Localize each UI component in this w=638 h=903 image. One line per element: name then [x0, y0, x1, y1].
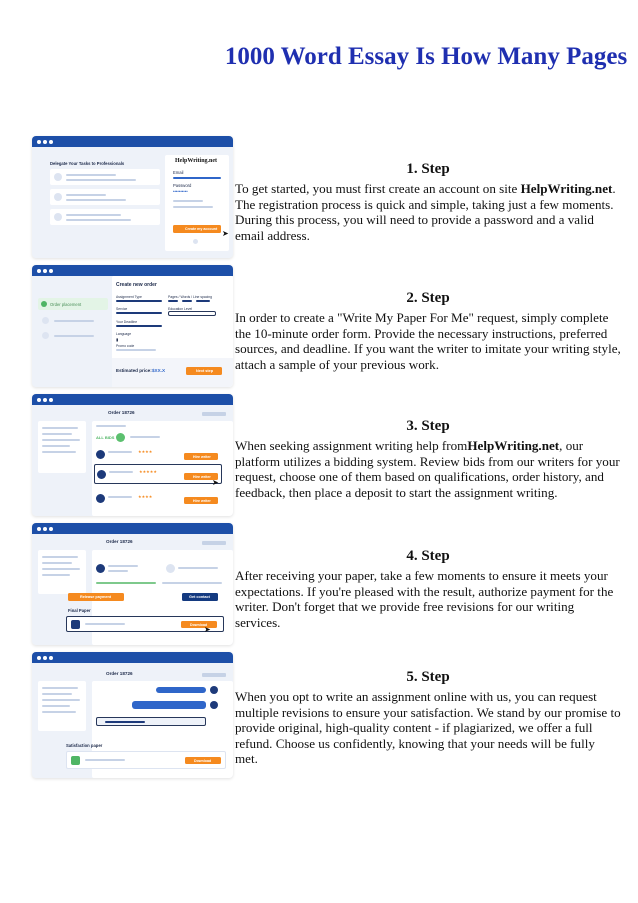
- window-titlebar: [32, 136, 233, 147]
- status-icon: [166, 564, 175, 573]
- writer-avatar: [96, 494, 105, 503]
- step-text: When seeking assignment writing help from: [235, 438, 468, 453]
- mockup-create-account: [32, 136, 233, 258]
- field-label: Promo code: [116, 344, 135, 348]
- button-label: Download: [194, 758, 212, 763]
- mock-line: [42, 556, 78, 558]
- field-label: Pages / Words / Line spacing: [168, 295, 213, 299]
- step-heading: 5. Step: [406, 669, 450, 685]
- mockup-release-payment: [32, 523, 233, 645]
- window-dot-icon: [49, 269, 53, 273]
- button-label: Next step: [196, 369, 214, 373]
- email-field[interactable]: [173, 177, 221, 179]
- page-title: 1000 Word Essay Is How Many Pages: [224, 43, 628, 70]
- mock-line: [54, 335, 94, 337]
- step-heading: 3. Step: [406, 418, 450, 434]
- rating-stars: ★★★★★: [139, 469, 157, 474]
- window-dot-icon: [37, 527, 41, 531]
- cursor-icon: ➤: [212, 478, 219, 487]
- mock-line: [42, 562, 72, 564]
- bid-card-selected[interactable]: [94, 464, 222, 484]
- brand-name: HelpWriting.net: [467, 438, 560, 453]
- step-text: , our platform utilizes a bidding system. Review bids from our writers for your request, choose one of them based on qualifications, order history, and feedback, then place a deposit to start the assignment writing.: [235, 438, 620, 500]
- chat-message-in: [96, 717, 206, 726]
- mock-pill: [202, 673, 226, 677]
- button-label: Download: [190, 622, 208, 627]
- mock-line: [66, 179, 136, 181]
- chat-bubble-out: [156, 687, 206, 693]
- field-label: Service: [116, 307, 128, 311]
- order-form-heading: Create new order: [116, 282, 157, 288]
- field-label: Language: [116, 332, 132, 336]
- order-heading: Order 18726: [108, 410, 135, 415]
- final-paper-file[interactable]: [66, 616, 224, 632]
- sidebar-label: Order placement: [50, 301, 82, 307]
- step-heading: 1. Step: [406, 161, 450, 177]
- mock-line: [42, 705, 70, 707]
- button-label: Get contact: [189, 595, 210, 599]
- signup-form: [165, 155, 229, 251]
- mock-line: [105, 721, 145, 723]
- mock-line: [96, 425, 126, 427]
- step-heading: 2. Step: [406, 290, 450, 306]
- rating-stars: ★★★★: [138, 449, 153, 454]
- order-heading: Order 18726: [106, 539, 133, 544]
- next-step-button[interactable]: [186, 367, 222, 375]
- order-form: [112, 276, 233, 387]
- window-dot-icon: [49, 140, 53, 144]
- field-label: Education Level: [168, 307, 193, 311]
- button-label: Create my account: [185, 227, 218, 231]
- mock-line: [173, 200, 203, 202]
- price-label: Estimated price:: [116, 368, 152, 373]
- button-label: Hire writer: [193, 474, 211, 479]
- bids-panel: [92, 421, 233, 516]
- window-dot-icon: [37, 269, 41, 273]
- mock-line: [42, 687, 78, 689]
- hire-writer-button[interactable]: [184, 453, 218, 460]
- email-label: Email: [173, 170, 184, 175]
- mockup-heading: Delegate Your Tasks to Professionals: [50, 161, 125, 166]
- step-text: After receiving your paper, take a few moments to ensure it meets your expectations. If you're pleased with the result, authorize payment for the writer. Don't forget that we provide free revisions for our writing services.: [235, 568, 614, 630]
- step-icon: [42, 332, 49, 339]
- mock-line: [42, 574, 70, 576]
- mock-line: [66, 214, 121, 216]
- window-dot-icon: [43, 656, 47, 660]
- chat-bubble-out: [132, 701, 206, 709]
- writer-avatar: [97, 470, 106, 479]
- window-dot-icon: [43, 269, 47, 273]
- brand-name: HelpWriting.net: [520, 181, 613, 196]
- step-1: [235, 160, 621, 243]
- window-dot-icon: [49, 398, 53, 402]
- brand-logo: HelpWriting.net: [175, 158, 218, 164]
- step-4: [235, 547, 621, 630]
- avatar-icon: [54, 213, 62, 221]
- mock-line: [66, 219, 131, 221]
- writer-avatar: [96, 450, 105, 459]
- mock-line: [108, 570, 128, 572]
- window-dot-icon: [43, 527, 47, 531]
- order-heading: Order 18726: [106, 671, 133, 676]
- hire-writer-button[interactable]: [184, 497, 218, 504]
- bids-label: ALL BIDS: [96, 435, 115, 440]
- step-5: [235, 668, 621, 767]
- satisfaction-paper-label: Satisfaction paper: [66, 743, 103, 748]
- google-icon[interactable]: [193, 239, 198, 244]
- mock-line: [130, 436, 160, 438]
- window-titlebar: [32, 652, 233, 663]
- step-icon: [42, 317, 49, 324]
- price-value: $XX.X: [152, 368, 166, 373]
- mock-line: [66, 194, 106, 196]
- create-account-button[interactable]: [173, 225, 221, 233]
- download-button[interactable]: [181, 621, 217, 628]
- satisfaction-paper-file[interactable]: [66, 751, 226, 769]
- step-text: When you opt to write an assignment online with us, you can request multiple revisions to ensure your satisfaction. We stand by our promise to provide original, high-quality content - if plagiarized, we offer a full refund. Choose us confidently, knowing that your needs will be fully met.: [235, 689, 621, 767]
- mock-line: [173, 206, 213, 208]
- field-label: Your Deadline: [116, 320, 138, 324]
- mock-pill: [202, 541, 226, 545]
- delivery-panel: [68, 550, 233, 645]
- step-text: In order to create a "Write My Paper For Me" request, simply complete the 10-minute order form. Provide the necessary instructions, preferred sources, and deadline. If you want the writer to imitate your writing style, attach a sample of your previous work.: [235, 310, 621, 372]
- education-level-select[interactable]: [168, 311, 216, 316]
- mock-line: [85, 623, 125, 625]
- step-heading: 4. Step: [406, 548, 450, 564]
- window-titlebar: [32, 394, 233, 405]
- final-paper-label: Final Paper: [68, 608, 91, 613]
- order-summary: [38, 550, 86, 594]
- mock-line: [66, 174, 116, 176]
- mock-line: [42, 427, 78, 429]
- release-payment-button[interactable]: [68, 593, 124, 601]
- service-select[interactable]: [116, 312, 162, 314]
- cursor-icon: ➤: [204, 625, 211, 634]
- window-dot-icon: [37, 140, 41, 144]
- window-dot-icon: [49, 656, 53, 660]
- step-3: [235, 417, 621, 500]
- button-label: Release payment: [80, 595, 112, 599]
- window-titlebar: [32, 265, 233, 276]
- mock-line: [42, 693, 72, 695]
- field-label: Assignment Type: [116, 295, 142, 299]
- writer-avatar: [96, 564, 105, 573]
- document-icon: [71, 756, 80, 765]
- mock-card: [50, 169, 160, 185]
- mock-line: [54, 320, 94, 322]
- step-2: [235, 289, 621, 372]
- cursor-icon: ➤: [222, 229, 229, 238]
- step-text: . The registration process is quick and simple, taking just a few moments. During this process, you will need to provide a password and a valid email address.: [235, 181, 616, 243]
- mock-line: [42, 433, 72, 435]
- mock-line: [85, 759, 125, 761]
- words-input[interactable]: [182, 300, 192, 302]
- mock-line: [42, 451, 76, 453]
- avatar-icon: [54, 173, 62, 181]
- progress-line: [162, 582, 222, 584]
- mock-line: [108, 451, 132, 453]
- deadline-input[interactable]: [116, 325, 162, 327]
- password-field[interactable]: ••••••••••: [173, 189, 188, 194]
- mock-card: [50, 189, 160, 205]
- window-dot-icon: [37, 656, 41, 660]
- mock-line: [42, 439, 80, 441]
- window-dot-icon: [43, 398, 47, 402]
- flag-icon[interactable]: ▮: [116, 337, 119, 342]
- avatar-icon: [54, 193, 62, 201]
- window-dot-icon: [43, 140, 47, 144]
- mockup-revisions: [32, 652, 233, 778]
- window-dot-icon: [49, 527, 53, 531]
- mock-line: [42, 445, 70, 447]
- assignment-type-select[interactable]: [116, 300, 162, 302]
- mock-line: [178, 567, 218, 569]
- mockup-bids: [32, 394, 233, 516]
- mock-line: [108, 496, 132, 498]
- mock-line: [66, 199, 126, 201]
- user-avatar: [210, 686, 218, 694]
- mock-card: [50, 209, 160, 225]
- mock-line: [109, 471, 133, 473]
- document-icon: [71, 620, 80, 629]
- chat-panel: [66, 681, 233, 778]
- step-text: To get started, you must first create an account on site: [235, 181, 521, 196]
- get-contact-button[interactable]: [182, 593, 218, 601]
- password-label: Password: [173, 183, 192, 188]
- mock-line: [42, 711, 76, 713]
- download-button[interactable]: [185, 757, 221, 764]
- spacing-input[interactable]: [196, 300, 210, 302]
- mock-line: [42, 699, 80, 701]
- rating-stars: ★★★★: [138, 494, 153, 499]
- pages-input[interactable]: [168, 300, 178, 302]
- promo-input[interactable]: [116, 349, 156, 351]
- sidebar-item-order-placement[interactable]: [38, 298, 108, 310]
- order-summary: [38, 421, 86, 473]
- bids-count-badge: [116, 433, 125, 442]
- price-footer: [112, 358, 233, 387]
- mock-pill: [202, 412, 226, 416]
- window-titlebar: [32, 523, 233, 534]
- window-dot-icon: [37, 398, 41, 402]
- progress-line: [96, 582, 156, 584]
- user-avatar: [210, 701, 218, 709]
- button-label: Hire writer: [193, 498, 211, 503]
- button-label: Hire writer: [193, 454, 211, 459]
- check-icon: [41, 301, 47, 307]
- mock-line: [42, 568, 80, 570]
- mock-line: [108, 565, 138, 567]
- order-summary: [38, 681, 86, 731]
- mockup-create-order: [32, 265, 233, 387]
